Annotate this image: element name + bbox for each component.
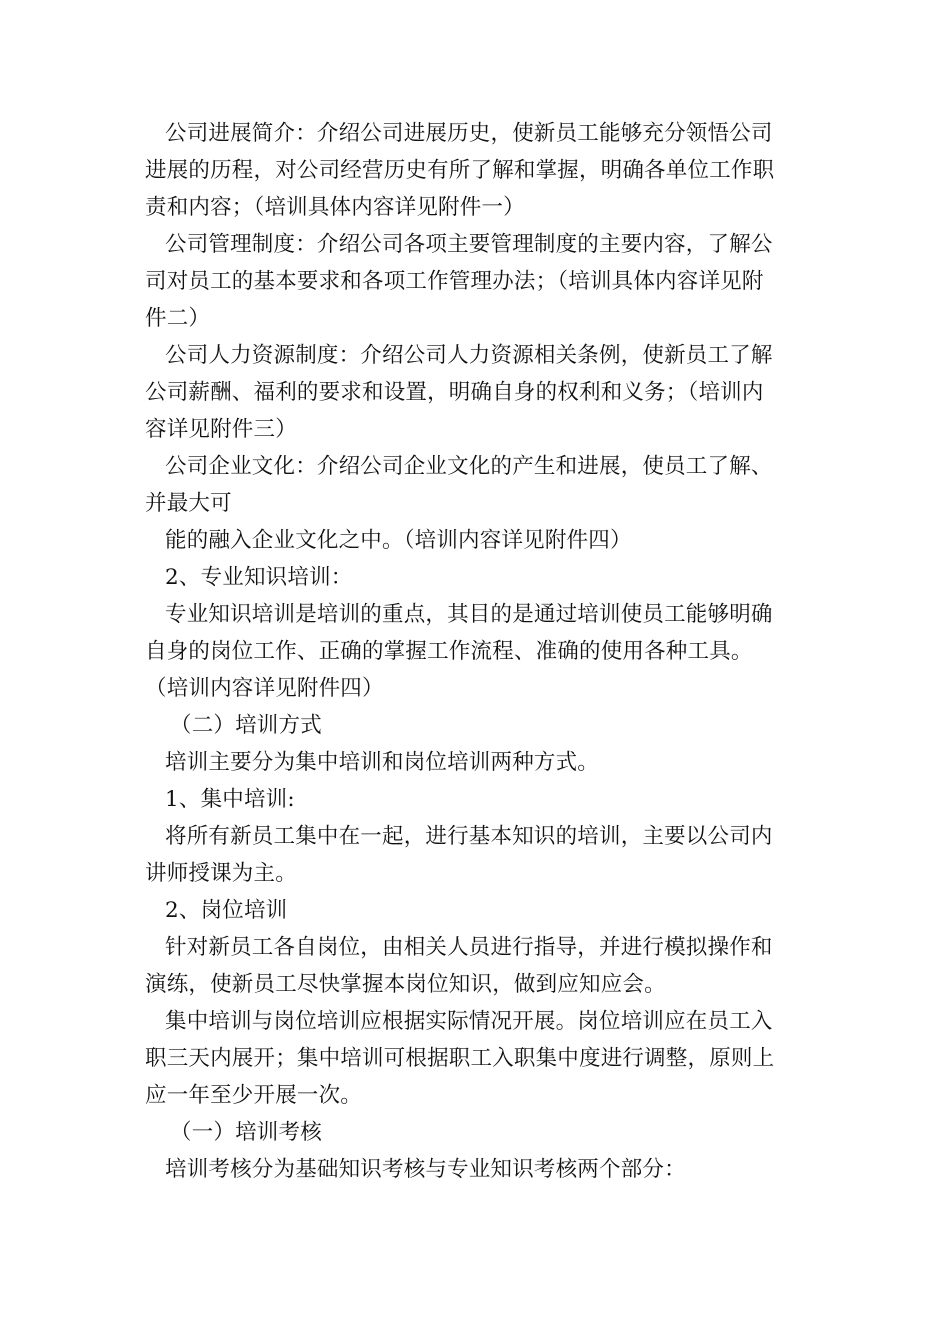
paragraph-line: 讲师授课为主。 (145, 861, 297, 886)
paragraph-line: 集中培训与岗位培训应根据实际情况开展。岗位培训应在员工入 (165, 1009, 773, 1034)
paragraph-line: 针对新员工各自岗位，由相关人员进行指导，并进行模拟操作和 (165, 935, 773, 960)
paragraph-line: 能的融入企业文化之中。（培训内容详见附件四） (165, 528, 632, 553)
paragraph-line: 自身的岗位工作、正确的掌握工作流程、准确的使用各种工具。 (145, 639, 753, 664)
paragraph-line: 演练，使新员工尽快掌握本岗位知识，做到应知应会。 (145, 972, 666, 997)
section-heading: 1、集中培训: (165, 787, 295, 812)
paragraph-line: 职三天内展开；集中培训可根据职工入职集中度进行调整，原则上 (145, 1046, 775, 1071)
section-heading: 2、岗位培训 (165, 898, 288, 923)
paragraph-line: （培训内容详见附件四） (145, 676, 384, 701)
paragraph-line: 公司薪酬、福利的要求和设置，明确自身的权利和义务；（培训内 (145, 380, 764, 405)
section-heading: 2、专业知识培训： (165, 565, 353, 590)
paragraph-line: 公司进展简介：介绍公司进展历史，使新员工能够充分领悟公司 (165, 121, 773, 146)
paragraph-line: 专业知识培训是培训的重点，其目的是通过培训使员工能够明确 (165, 602, 773, 627)
paragraph-line: 将所有新员工集中在一起，进行基本知识的培训，主要以公司内 (165, 824, 773, 849)
paragraph-line: 件二） (145, 306, 211, 331)
paragraph-line: 司对员工的基本要求和各项工作管理办法；（培训具体内容详见附 (145, 269, 764, 294)
paragraph-line: 公司管理制度：介绍公司各项主要管理制度的主要内容，了解公 (165, 232, 773, 257)
paragraph-line: 公司人力资源制度：介绍公司人力资源相关条例，使新员工了解 (165, 343, 773, 368)
paragraph-line: 培训考核分为基础知识考核与专业知识考核两个部分： (165, 1157, 686, 1182)
paragraph-line: 并最大可 (145, 491, 232, 516)
paragraph-line: 培训主要分为集中培训和岗位培训两种方式。 (165, 750, 600, 775)
paragraph-line: 应一年至少开展一次。 (145, 1083, 363, 1108)
section-heading: （二）培训方式 (170, 713, 322, 738)
section-heading: （一）培训考核 (170, 1120, 322, 1145)
paragraph-line: 进展的历程，对公司经营历史有所了解和掌握，明确各单位工作职 (145, 158, 775, 183)
paragraph-line: 容详见附件三） (145, 417, 297, 442)
paragraph-line: 责和内容；（培训具体内容详见附件一） (145, 195, 525, 220)
paragraph-line: 公司企业文化：介绍公司企业文化的产生和进展，使员工了解、 (165, 454, 773, 479)
